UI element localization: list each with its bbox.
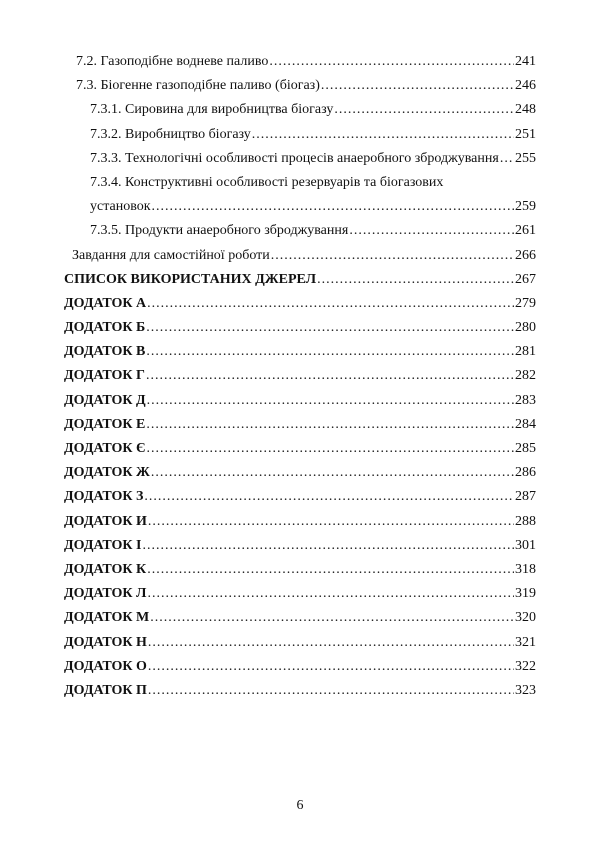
toc-entry-title: Завдання для самостійної роботи [72,247,270,263]
toc-entry-7-3-5[interactable] [64,219,536,243]
dot-leader [146,364,514,388]
dot-leader [321,74,514,98]
dot-leader [500,147,514,171]
dot-leader [334,98,514,122]
dot-leader [148,679,514,703]
dot-leader [150,606,514,630]
toc-entry-7-3-1[interactable] [64,98,536,122]
dot-leader [151,461,514,485]
toc-entry-title-line2: установок [90,199,151,215]
toc-entry-title: ДОДАТОК А [64,295,147,311]
toc-entry-appendix-y[interactable] [64,510,536,534]
dot-leader [147,292,514,316]
dot-leader [148,510,514,534]
toc-entry-7-3[interactable] [64,74,536,98]
toc-entry-title: ДОДАТОК Г [64,368,145,384]
toc-entry-page: 280 [515,320,536,336]
toc-entry-7-3-4[interactable] [64,171,536,219]
toc-entry-page: 281 [515,344,536,360]
toc-entry-appendix-o[interactable] [64,655,536,679]
toc-entry-title: 7.3.1. Сировина для виробництва біогазу [90,102,334,118]
toc-entry-appendix-b[interactable] [64,316,536,340]
toc-entry-appendix-g[interactable] [64,364,536,388]
toc-entry-page: 246 [515,78,536,94]
toc-entry-appendix-a[interactable] [64,292,536,316]
toc-entry-self-study-tasks[interactable] [64,244,536,268]
dot-leader [147,558,514,582]
toc-entry-title: ДОДАТОК Н [64,634,147,650]
toc-entry-title: ДОДАТОК З [64,489,144,505]
toc-entry-title: ДОДАТОК І [64,537,142,553]
toc-entry-page: 282 [515,368,536,384]
toc-entry-appendix-v[interactable] [64,340,536,364]
toc-entry-page: 323 [515,682,536,698]
page-number: 6 [296,798,304,813]
toc-entry-title: СПИСОК ВИКОРИСТАНИХ ДЖЕРЕЛ [64,271,317,287]
toc-entry-appendix-l[interactable] [64,582,536,606]
toc-entry-appendix-zh[interactable] [64,461,536,485]
toc-entry-page: 301 [515,537,536,553]
dot-leader [152,195,514,219]
toc-entry-page: 318 [515,561,536,577]
toc-entry-title: ДОДАТОК М [64,610,150,626]
toc-entry-title: ДОДАТОК И [64,513,147,529]
toc-entry-page: 319 [515,586,536,602]
toc-entry-appendix-p[interactable] [64,679,536,703]
toc-entry-title: ДОДАТОК Л [64,586,147,602]
dot-leader [317,268,514,292]
toc-entry-title: ДОДАТОК О [64,658,147,674]
toc-entry-page: 251 [515,126,536,142]
dot-leader [147,437,514,461]
toc-entry-appendix-e[interactable] [64,413,536,437]
toc-entry-title-line2-row [90,195,536,219]
toc-entry-title: 7.3.2. Виробництво біогазу [90,126,251,142]
toc-entry-title: ДОДАТОК П [64,682,147,698]
toc-entry-appendix-z[interactable] [64,485,536,509]
dot-leader [144,485,514,509]
dot-leader [142,534,514,558]
toc-entry-7-3-2[interactable] [64,123,536,147]
toc-entry-appendix-m[interactable] [64,606,536,630]
toc-entry-title: ДОДАТОК Є [64,441,146,457]
toc-entry-title: ДОДАТОК Е [64,416,146,432]
dot-leader [269,50,514,74]
toc-entry-page: 287 [515,489,536,505]
toc-entry-page: 320 [515,610,536,626]
toc-entry-appendix-i[interactable] [64,534,536,558]
toc-entry-appendix-k[interactable] [64,558,536,582]
toc-entry-title: ДОДАТОК Д [64,392,146,408]
toc-entry-page: 259 [515,199,536,215]
toc-entry-title: ДОДАТОК Ж [64,465,150,481]
dot-leader [349,219,514,243]
toc-entry-page: 283 [515,392,536,408]
toc-entry-page: 286 [515,465,536,481]
toc-entry-7-2[interactable] [64,50,536,74]
toc-entry-page: 266 [515,247,536,263]
toc-entry-title-line1: 7.3.4. Конструктивні особливості резервуарів та біогазових [90,174,444,190]
toc-entry-page: 321 [515,634,536,650]
toc-entry-appendix-n[interactable] [64,631,536,655]
toc-entry-page: 285 [515,441,536,457]
toc-entry-appendix-ye[interactable] [64,437,536,461]
toc-entry-page: 261 [515,223,536,239]
toc-entry-appendix-d[interactable] [64,389,536,413]
toc-entry-title: 7.3.5. Продукти анаеробного зброджування [90,223,349,239]
toc-entry-page: 241 [515,54,536,69]
dot-leader [148,655,514,679]
toc-entry-title: ДОДАТОК В [64,344,146,360]
dot-leader [271,244,514,268]
dot-leader [147,582,514,606]
dot-leader [252,123,514,147]
toc-entry-title: 7.2. Газоподібне водневе паливо [76,54,269,69]
toc-entry-7-3-3[interactable] [64,147,536,171]
toc-entry-page: 255 [515,150,536,166]
dot-leader [148,631,514,655]
dot-leader [146,413,514,437]
dot-leader [146,316,514,340]
toc-entry-page: 322 [515,658,536,674]
toc-entry-page: 248 [515,102,536,118]
toc-entry-title: ДОДАТОК Б [64,320,146,336]
toc-entry-title: 7.3. Біогенне газоподібне паливо (біогаз) [76,78,320,94]
toc-entry-page: 279 [515,295,536,311]
toc-entry-references[interactable] [64,268,536,292]
dot-leader [147,389,514,413]
toc-entry-title: 7.3.3. Технологічні особливості процесів анаеробного зброджування [90,150,499,166]
toc-entry-page: 267 [515,271,536,287]
dot-leader [146,340,514,364]
toc-entry-page: 284 [515,416,536,432]
table-of-contents [64,50,536,703]
toc-entry-page: 288 [515,513,536,529]
toc-entry-title: ДОДАТОК К [64,561,147,577]
